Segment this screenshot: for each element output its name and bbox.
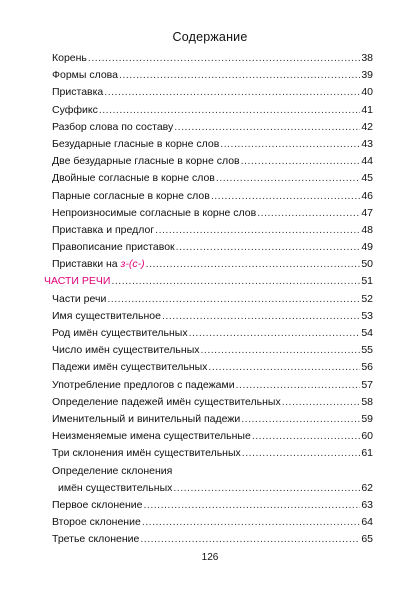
toc-entry-label <box>52 190 210 202</box>
toc-entry-page: 62 <box>361 481 373 494</box>
toc-entry-page: 50 <box>361 258 373 271</box>
toc-entry-label <box>52 379 235 391</box>
toc-entry-page: 41 <box>361 103 373 116</box>
toc-entry-label <box>52 499 142 511</box>
toc-entry-label <box>52 86 103 98</box>
toc-entry-page: 61 <box>361 447 373 460</box>
toc-entry-row <box>52 447 373 464</box>
dot-leader <box>220 138 360 150</box>
toc-entry-page: 42 <box>361 120 373 133</box>
toc-entry-page: 65 <box>361 533 373 546</box>
dot-leader <box>99 104 360 116</box>
dot-leader <box>173 482 360 494</box>
toc-entry-row <box>52 465 373 482</box>
toc-entry-page: 64 <box>361 516 373 529</box>
toc-entry-page: 39 <box>361 69 373 82</box>
toc-entry-label <box>52 465 172 477</box>
toc-entry-label <box>52 207 256 219</box>
toc-entry-page: 48 <box>361 223 373 236</box>
toc-entry-label-text: Парные согласные в корне слов <box>52 189 210 202</box>
dot-leader <box>241 413 360 425</box>
toc-entry-row <box>52 258 373 275</box>
toc-entry-row <box>52 224 373 241</box>
dot-leader <box>140 533 360 545</box>
toc-entry-label <box>52 516 141 528</box>
page-title: Содержание <box>172 30 248 44</box>
dot-leader <box>107 293 360 305</box>
toc-entry-row <box>52 121 373 138</box>
toc-entry-label <box>52 310 161 322</box>
toc-entry-page: 54 <box>361 327 373 339</box>
toc-entry-label-highlight: з-(с-) <box>120 258 145 271</box>
toc-entry-page: 58 <box>361 395 373 408</box>
toc-entry-label-text: Суффикс <box>52 103 98 116</box>
toc-entry-label-text: Непроизносимые согласные в корне слов <box>52 206 257 219</box>
toc-entry-row <box>52 138 373 155</box>
toc-entry-label-text: Правописание приставок <box>52 241 175 254</box>
toc-entry-page: 38 <box>361 52 373 64</box>
dot-leader <box>162 310 360 322</box>
toc-entry-label <box>52 413 240 425</box>
toc-entry-row <box>52 86 373 103</box>
dot-leader <box>216 172 360 184</box>
toc-entry-label-text: Две безударные гласные в корне слов <box>52 155 240 168</box>
toc-entry-row <box>58 482 373 499</box>
toc-entry-label-text: Части речи <box>52 292 107 305</box>
toc-entry-row <box>52 104 373 121</box>
toc-entry-page: 60 <box>361 430 373 443</box>
toc-entry-label <box>52 396 281 408</box>
dot-leader <box>241 155 361 167</box>
dot-leader <box>201 344 361 356</box>
dot-leader <box>88 52 360 64</box>
toc-entry-label <box>52 52 87 64</box>
toc-entry-label-text: Первое склонение <box>52 498 143 511</box>
toc-entry-label <box>52 69 118 81</box>
toc-entry-label <box>52 447 241 459</box>
toc-entry-label <box>52 241 175 253</box>
toc-entry-row <box>52 241 373 258</box>
toc-entry-page: 53 <box>361 309 373 322</box>
dot-leader <box>257 207 360 219</box>
toc-entry-label <box>52 430 251 442</box>
dot-leader <box>111 275 360 287</box>
dot-leader <box>174 121 360 133</box>
toc-entry-label-text: Определение склонения <box>52 464 173 477</box>
toc-entry-row <box>52 396 373 413</box>
dot-leader <box>236 379 361 391</box>
toc-entry-row <box>52 155 373 172</box>
dot-leader <box>176 241 361 253</box>
toc-entry-row <box>52 190 373 207</box>
toc-entry-label <box>52 155 240 167</box>
toc-entry-label-text: ЧАСТИ РЕЧИ <box>44 275 111 288</box>
toc-entry-row <box>52 327 373 344</box>
toc-entry-label <box>52 138 219 150</box>
toc-entry-label-text: Приставки на <box>52 258 121 271</box>
toc-entry-label-text: Приставка и предлог <box>52 223 155 236</box>
toc-entry-label-text: Именительный и винительный падежи <box>52 412 241 425</box>
dot-leader <box>242 447 361 459</box>
toc-entry-label-text: Определение падежей имён существительных <box>52 395 281 408</box>
toc-entry-page: 45 <box>361 172 373 185</box>
toc-entry-label <box>52 327 188 339</box>
dot-leader <box>119 69 360 81</box>
toc-entry-label-text: Формы слова <box>52 69 118 82</box>
toc-entry-label <box>52 533 139 545</box>
toc-entry-label-text: Корень <box>52 52 87 64</box>
toc-entry-page: 47 <box>361 206 373 219</box>
dot-leader <box>211 190 361 202</box>
toc-entry-label-text: Неизменяемые имена существительные <box>52 430 251 443</box>
toc-entry-page: 40 <box>361 86 373 99</box>
toc-entry-row <box>52 430 373 447</box>
toc-entry-label-text: Употребление предлогов с падежами <box>52 378 235 391</box>
toc-entry-label-text: Разбор слова по составу <box>52 120 174 133</box>
toc-entry-label-text: Двойные согласные в корне слов <box>52 172 215 185</box>
toc-entry-row <box>52 172 373 189</box>
toc-entry-label <box>44 275 110 287</box>
toc-entry-label <box>52 172 215 184</box>
toc-entry-page: 57 <box>361 378 373 391</box>
toc-section-row <box>44 275 373 292</box>
toc-entry-page: 56 <box>361 361 373 374</box>
toc-entry-page: 43 <box>361 137 373 150</box>
toc-entry-row <box>52 344 373 361</box>
toc-entry-page: 52 <box>361 292 373 305</box>
toc-entry-label-text: Безударные гласные в корне слов <box>52 137 220 150</box>
toc-entry-row <box>52 361 373 378</box>
toc-entry-page: 44 <box>361 155 373 168</box>
toc-entry-label-text: Приставка <box>52 86 104 99</box>
toc-entry-row <box>52 516 373 533</box>
toc-entry-row <box>52 413 373 430</box>
dot-leader <box>282 396 361 408</box>
toc-entry-row <box>52 379 373 396</box>
toc-entry-label <box>52 121 173 133</box>
toc-entry-label-text: Падежи имён существительных <box>52 361 208 374</box>
dot-leader <box>252 430 360 442</box>
toc-entry-page: 51 <box>361 275 373 288</box>
dot-leader <box>155 224 360 236</box>
toc-entry-label-text: Второе склонение <box>52 516 141 529</box>
toc-entry-label <box>52 344 200 356</box>
toc-entry-label-text: имён существительных <box>58 481 173 494</box>
toc-entry-row <box>52 52 373 69</box>
toc-entry-label <box>52 258 145 270</box>
toc-entry-label-text: Имя существительное <box>52 309 161 322</box>
page-number: 126 <box>201 552 219 563</box>
dot-leader <box>143 499 360 511</box>
toc-entry-row <box>52 207 373 224</box>
dot-leader <box>142 516 361 528</box>
toc-entry-label-text: Три склонения имён существительных <box>52 447 241 460</box>
toc-entry-label <box>52 293 106 305</box>
toc-entry-page: 46 <box>361 189 373 202</box>
toc-entry-row <box>52 533 373 550</box>
toc-entry-row <box>52 293 373 310</box>
toc-entry-row <box>52 499 373 516</box>
dot-leader <box>189 327 361 339</box>
dot-leader <box>208 361 360 373</box>
dot-leader <box>104 86 360 98</box>
dot-leader <box>146 258 361 270</box>
toc-entry-label-text: Третье склонение <box>52 533 140 546</box>
toc-entry-label <box>58 482 172 494</box>
table-of-contents <box>44 52 373 550</box>
toc-entry-label <box>52 104 98 116</box>
toc-entry-label <box>52 224 154 236</box>
toc-entry-row <box>52 69 373 86</box>
toc-entry-label-text: Род имён существительных <box>52 327 188 339</box>
toc-entry-label-text: Число имён существительных <box>52 344 200 357</box>
toc-entry-page: 59 <box>361 412 373 425</box>
toc-entry-page: 49 <box>361 241 373 254</box>
toc-entry-page: 55 <box>361 344 373 357</box>
toc-entry-row <box>52 310 373 327</box>
toc-entry-label <box>52 361 207 373</box>
toc-entry-page: 63 <box>361 498 373 511</box>
